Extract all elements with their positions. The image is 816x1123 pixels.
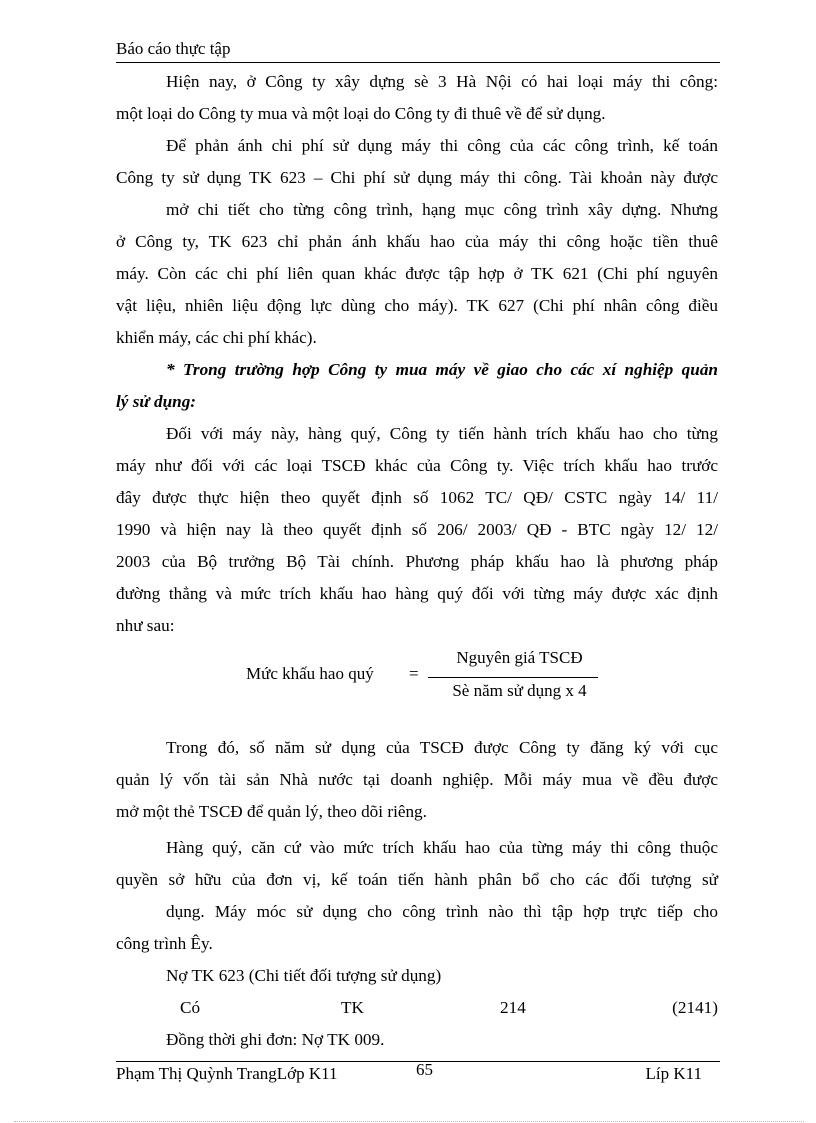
paragraph-line: Công ty sử dụng TK 623 – Chi phí sử dụng máy thi công. Tài khoản này được — [116, 168, 718, 187]
account-number: 214 — [500, 998, 526, 1017]
credit-label: Có — [180, 998, 201, 1017]
credit-entry — [166, 992, 718, 1024]
memo-entry: Đồng thời ghi đơn: Nợ TK 009. — [166, 1030, 385, 1049]
page-number: 65 — [416, 1060, 433, 1079]
section-heading: lý sử dụng: — [116, 392, 197, 411]
debit-entry: Nợ TK 623 (Chi tiết đối tượng sử dụng) — [166, 966, 442, 985]
paragraph-line: máy. Còn các chi phí liên quan khác được tập hợp ở TK 621 (Chi phí nguyên — [116, 264, 718, 283]
formula-lhs: Mức khấu hao quý — [246, 664, 374, 683]
page-header — [116, 38, 720, 63]
formula-numerator: Nguyên giá TSCĐ — [456, 648, 583, 667]
paragraph-line: một loại do Công ty mua và một loại do Công ty đi thuê về để sử dụng. — [116, 104, 606, 123]
paragraph-line: Hàng quý, căn cứ vào mức trích khấu hao của từng máy thi công thuộc — [166, 838, 718, 857]
account-label: TK — [341, 998, 364, 1017]
header-title: Báo cáo thực tập — [116, 39, 231, 58]
paragraph-line: khiển máy, các chi phí khác). — [116, 328, 317, 347]
paragraph-line: Để phản ánh chi phí sử dụng máy thi công của các công trình, kế toán — [166, 136, 718, 155]
paragraph-line: mở một thẻ TSCĐ để quản lý, theo dõi riêng. — [116, 802, 427, 821]
paragraph-line: dụng. Máy móc sử dụng cho công trình nào thì tập hợp trực tiếp cho — [166, 902, 718, 921]
formula-equals: = — [409, 664, 419, 683]
paragraph-line: như sau: — [116, 616, 175, 635]
fraction-bar — [428, 677, 598, 678]
paragraph-line: Đối với máy này, hàng quý, Công ty tiến hành trích khấu hao cho từng — [166, 424, 718, 443]
page-footer — [116, 1062, 720, 1086]
paragraph-line: máy như đối với các loại TSCĐ khác của Công ty. Việc trích khấu hao trước — [116, 456, 718, 475]
paragraph-line: quản lý vốn tài sản Nhà nước tại doanh nghiệp. Mỗi máy mua về đều được — [116, 770, 718, 789]
paragraph-line: đường thẳng và mức trích khấu hao hàng quý đối với từng máy được xác định — [116, 584, 718, 603]
footer-class: Líp K11 — [645, 1064, 702, 1083]
paragraph-line: quyền sở hữu của đơn vị, kế toán tiến hành phân bổ cho các đối tượng sử — [116, 870, 718, 889]
footer-author: Phạm Thị Quỳnh TrangLớp K11 — [116, 1064, 338, 1083]
paragraph-line: Trong đó, số năm sử dụng của TSCĐ được Công ty đăng ký với cục — [166, 738, 718, 757]
paragraph-line: đây được thực hiện theo quyết định số 1062 TC/ QĐ/ CSTC ngày 14/ 11/ — [116, 488, 718, 507]
page-boundary-divider — [14, 1121, 804, 1122]
paragraph-line: mở chi tiết cho từng công trình, hạng mục công trình xây dựng. Nhưng — [166, 200, 718, 219]
paragraph-line: Hiện nay, ở Công ty xây dựng sè 3 Hà Nội có hai loại máy thi công: — [166, 72, 718, 91]
sub-account-number: (2141) — [672, 998, 718, 1017]
section-heading: * Trong trường hợp Công ty mua máy về giao cho các xí nghiệp quản — [166, 360, 718, 379]
formula-denominator: Sè năm sử dụng x 4 — [452, 681, 587, 700]
paragraph-line: 1990 và hiện nay là theo quyết định số 206/ 2003/ QĐ - BTC ngày 12/ 12/ — [116, 520, 718, 539]
paragraph-line: công trình Êy. — [116, 934, 213, 953]
paragraph-line: ở Công ty, TK 623 chỉ phản ánh khấu hao của máy thi công hoặc tiền thuê — [116, 232, 718, 251]
paragraph-line: 2003 của Bộ trưởng Bộ Tài chính. Phương pháp khấu hao là phương pháp — [116, 552, 718, 571]
depreciation-formula — [246, 648, 606, 708]
paragraph-line: vật liệu, nhiên liệu động lực dùng cho máy). TK 627 (Chi phí nhân công điều — [116, 296, 718, 315]
